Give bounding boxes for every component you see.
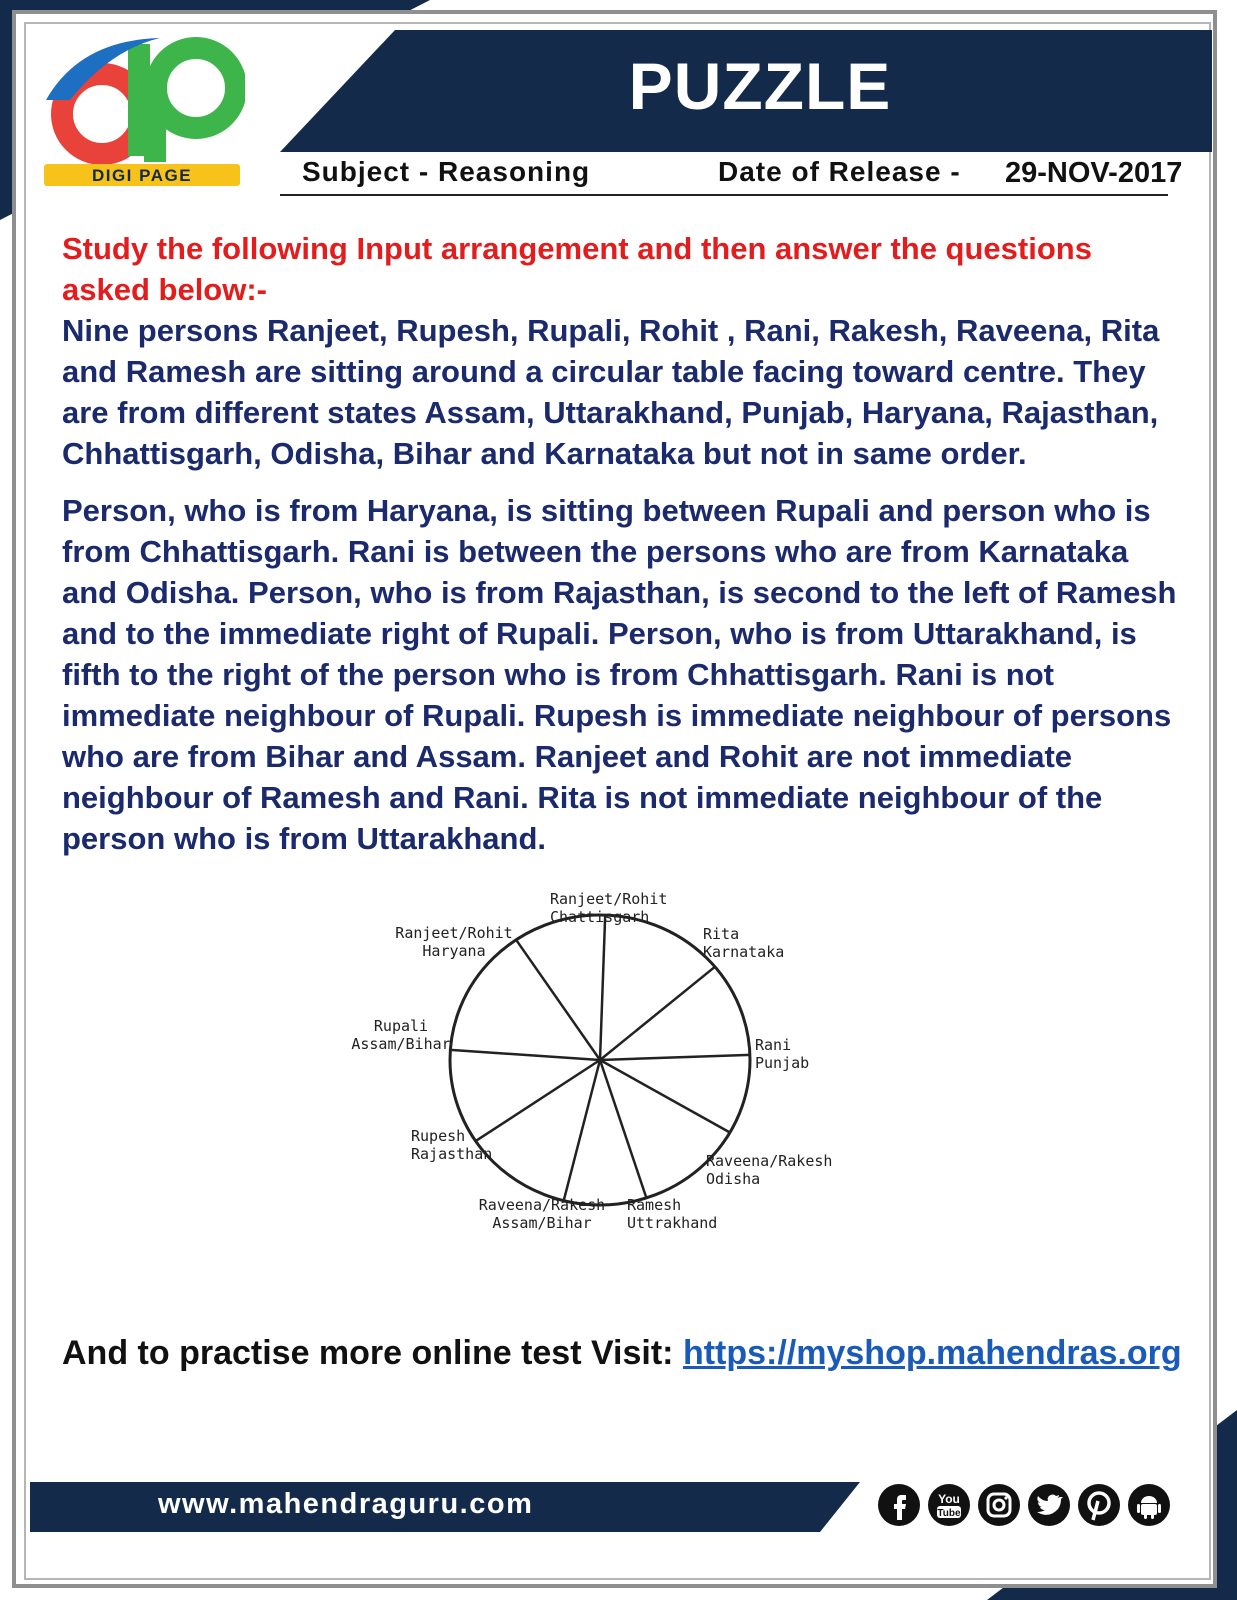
seat-divider-1 (600, 915, 605, 1060)
visit-line (62, 1334, 1182, 1373)
twitter-icon[interactable] (1027, 1483, 1071, 1527)
seat-person: Ranjeet/Rohit (550, 890, 668, 908)
seat-person: Raveena/Rakesh (706, 1152, 833, 1170)
seat-person: Rupesh (411, 1127, 466, 1145)
seat-label-6 (479, 1196, 605, 1232)
seat-label-1 (550, 890, 667, 926)
seat-person: Raveena/Rakesh (478, 1196, 606, 1214)
puzzle-paragraph-2: Person, who is from Haryana, is sitting between Rupali and person who is from Chhattisgarh. Rani is between the persons who are from Karnataka and Odisha. Person, who is from Rajasthan, is second to the left of Ramesh and to the immediate right of Rupali. Person, who is from Uttarakhand, is fifth to the right of the person who is from Chhattisgarh. Rani is not immediate neighbour of Rupali. Rupesh is immediate neighbour of persons who are from Bihar and Assam. Ranjeet and Rohit are not immediate neighbour of Ramesh and Rani. Rita is not immediate neighbour of the person who is from Uttarakhand. (62, 493, 1177, 856)
seat-label-3 (755, 1036, 809, 1072)
seat-person: Rupali (373, 1017, 429, 1035)
seat-state: Karnataka (703, 943, 785, 961)
myshop-link[interactable]: https://myshop.mahendras.org (682, 1334, 1182, 1372)
seat-divider-3 (600, 1055, 750, 1060)
seating-diagram (330, 880, 870, 1240)
seat-label-5 (627, 1196, 717, 1232)
instruction-text: Study the following Input arrangement and then answer the questions asked below:- (62, 231, 1092, 307)
logo-p-stem (144, 70, 166, 162)
youtube-icon[interactable] (927, 1483, 971, 1527)
seat-state: Rajasthan (411, 1145, 493, 1163)
website-url[interactable]: www.mahendraguru.com (158, 1488, 534, 1520)
seat-person: Ranjeet/Rohit (395, 924, 513, 942)
seat-state: Assam/Bihar (351, 1035, 451, 1053)
seat-label-2 (703, 925, 784, 961)
seat-state: Haryana (422, 942, 486, 960)
android-icon[interactable] (1127, 1483, 1171, 1527)
pinterest-icon[interactable] (1077, 1483, 1121, 1527)
seat-state: Assam/Bihar (492, 1214, 592, 1232)
instagram-icon[interactable] (977, 1483, 1021, 1527)
release-date-value: 29-NOV-2017 (1005, 157, 1183, 189)
seat-state: Chattisgarh (550, 908, 650, 926)
page-title: PUZZLE (628, 49, 892, 123)
seat-label-7 (411, 1127, 492, 1163)
seat-divider-8 (450, 1050, 600, 1060)
facebook-icon[interactable] (877, 1483, 921, 1527)
release-date-label: Date of Release - (718, 156, 961, 187)
logo-label: DIGI PAGE (91, 166, 193, 185)
seat-person: Ramesh (627, 1196, 682, 1214)
seat-label-8 (351, 1017, 450, 1053)
header-divider (280, 194, 1168, 196)
visit-text: And to practise more online test Visit: (62, 1334, 674, 1372)
seat-person: Rita (703, 925, 740, 943)
youtube-label-top: You (938, 1492, 960, 1506)
subject-label: Subject - Reasoning (302, 156, 591, 187)
seat-state: Odisha (706, 1170, 761, 1188)
puzzle-paragraph-1: Nine persons Ranjeet, Rupesh, Rupali, Rohit , Rani, Rakesh, Raveena, Rita and Ramesh are sitting around a circular table facing toward centre. They are from different states Assam, Uttarakhand, Punjab, Haryana, Rajasthan, Chhattisgarh, Odisha, Bihar and Karnataka but not in same order. (62, 313, 1160, 471)
seat-state: Punjab (755, 1054, 810, 1072)
seat-label-4 (706, 1152, 832, 1188)
seat-state: Uttrakhand (627, 1214, 718, 1232)
logo-p-bowl (156, 48, 236, 128)
seat-divider-2 (600, 967, 715, 1060)
digi-page-logo (40, 30, 245, 192)
youtube-label-bottom: Tube (937, 1508, 961, 1519)
seat-person: Rani (755, 1036, 792, 1054)
seat-divider-9 (516, 940, 600, 1060)
